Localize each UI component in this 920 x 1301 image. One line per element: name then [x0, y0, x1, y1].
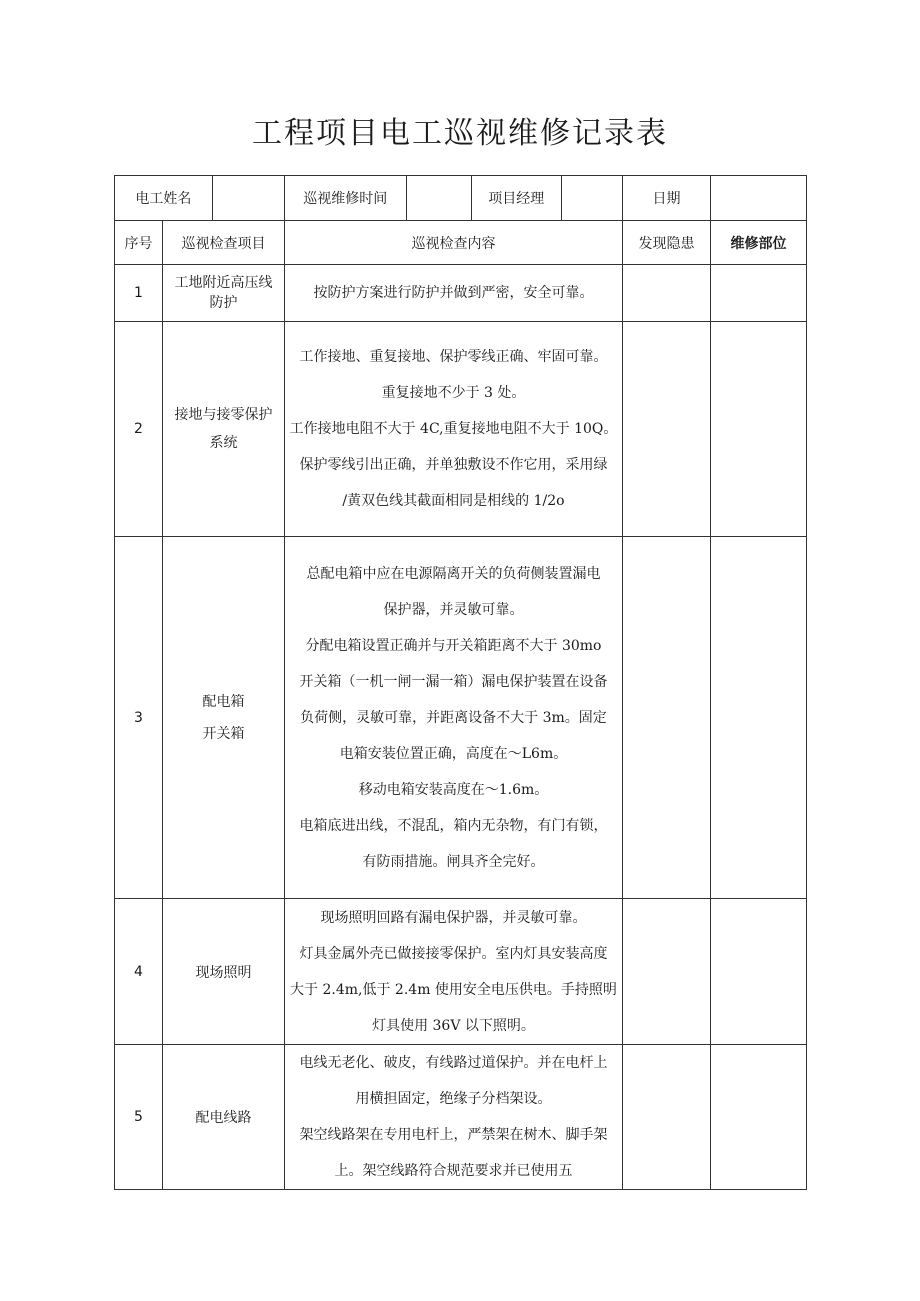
row-item — [163, 265, 285, 322]
col-content-header: 巡视检查内容 — [285, 221, 623, 265]
row-content-line: 上。架空线路符合规范要求并已使用五 — [334, 1163, 573, 1179]
page-title: 工程项目电工巡视维修记录表 — [252, 116, 668, 151]
table-row — [115, 899, 807, 1045]
row-repair-field[interactable] — [711, 322, 807, 537]
row-content-line: 移动电箱安装高度在～1.6m。 — [358, 781, 549, 798]
row-content-line: 按防护方案进行防护并做到严密，安全可靠。 — [313, 285, 594, 301]
table-row — [115, 322, 807, 537]
row-seq: 4 — [115, 899, 163, 1045]
row-content-line: 工作接地电阻不大于 4C,重复接地电阻不大于 10Q。 — [289, 421, 618, 437]
electrician-cell — [115, 176, 285, 221]
row-content — [285, 322, 623, 537]
row-content — [285, 265, 623, 322]
row-item-line: 开关箱 — [202, 725, 245, 742]
row-content-line: 灯具使用 36V 以下照明。 — [372, 1017, 535, 1034]
row-content-line: 电箱底进出线，不混乱，箱内无杂物，有门有锁， — [299, 817, 608, 834]
col-seq-header: 序号 — [115, 221, 163, 265]
row-seq: 1 — [115, 265, 163, 322]
date-label: 日期 — [623, 176, 711, 221]
row-item-line: 防护 — [209, 295, 238, 311]
table-row — [115, 1045, 807, 1190]
electrician-name-label: 电工姓名 — [135, 191, 192, 207]
row-content-line: 分配电箱设置正确并与开关箱距离不大于 30mo — [305, 637, 602, 654]
project-manager-field[interactable] — [561, 176, 622, 220]
row-content-line: 开关箱（一机一闸一漏一箱）漏电保护装置在设备 — [299, 673, 608, 690]
row-hazard-field[interactable] — [623, 537, 711, 899]
row-item-line: 系统 — [209, 435, 238, 451]
project-manager-label: 项目经理 — [471, 176, 561, 220]
time-cell — [285, 176, 623, 221]
row-content — [285, 537, 623, 899]
inspection-time-field[interactable] — [406, 176, 471, 220]
row-item-line: 现场照明 — [195, 964, 252, 981]
row-content-line: 负荷侧，灵敏可靠，并距离设备不大于 3m。固定 — [300, 709, 607, 726]
row-content-line: 用横担固定，绝缘子分档架设。 — [355, 1091, 552, 1107]
row-hazard-field[interactable] — [623, 1045, 711, 1190]
row-item-line: 配电箱 — [202, 693, 245, 710]
row-content-line: /黄双色线其截面相同是相线的 1/2o — [342, 493, 565, 509]
row-content — [285, 899, 623, 1045]
col-hazard-header: 发现隐患 — [623, 221, 711, 265]
row-repair-field[interactable] — [711, 265, 807, 322]
row-content-line: 现场照明回路有漏电保护器，并灵敏可靠。 — [320, 909, 587, 926]
electrician-name-field[interactable] — [212, 176, 284, 220]
row-content-line: 总配电箱中应在电源隔离开关的负荷侧装置漏电 — [306, 565, 601, 582]
row-item — [163, 537, 285, 899]
row-content-line: 灯具金属外壳已做接接零保护。室内灯具安装高度 — [299, 945, 608, 962]
row-repair-field[interactable] — [711, 1045, 807, 1190]
row-content-line: 电箱安装位置正确，高度在～L6m。 — [339, 745, 568, 762]
row-content-line: 电线无老化、破皮，有线路过道保护。并在电杆上 — [299, 1055, 608, 1071]
row-content-line: 工作接地、重复接地、保护零线正确、牢固可靠。 — [299, 349, 608, 365]
row-repair-field[interactable] — [711, 899, 807, 1045]
row-item-line: 配电线路 — [195, 1110, 252, 1126]
row-seq: 2 — [115, 322, 163, 537]
col-item-header: 巡视检查项目 — [163, 221, 285, 265]
row-hazard-field[interactable] — [623, 322, 711, 537]
row-seq: 3 — [115, 537, 163, 899]
col-repair-header: 维修部位 — [711, 221, 807, 265]
row-repair-field[interactable] — [711, 537, 807, 899]
row-content — [285, 1045, 623, 1190]
row-item — [163, 322, 285, 537]
row-content-line: 重复接地不少于 3 处。 — [381, 385, 526, 401]
row-content-line: 保护器，并灵敏可靠。 — [383, 601, 524, 618]
inspection-record-table — [114, 175, 807, 1190]
row-hazard-field[interactable] — [623, 265, 711, 322]
row-content-line: 大于 2.4m,低于 2.4m 使用安全电压供电。手持照明 — [290, 981, 617, 998]
column-header-row — [115, 221, 807, 265]
row-content-line: 保护零线引出正确，并单独敷设不作它用，采用绿 — [299, 457, 608, 473]
row-item — [163, 899, 285, 1045]
row-item-line: 工地附近高压线 — [174, 275, 273, 291]
row-item-line: 接地与接零保护 — [174, 407, 273, 423]
table-row — [115, 265, 807, 322]
row-seq: 5 — [115, 1045, 163, 1190]
info-row — [115, 176, 807, 221]
date-field[interactable] — [711, 176, 807, 221]
inspection-time-label: 巡视维修时间 — [303, 191, 388, 207]
row-item — [163, 1045, 285, 1190]
row-hazard-field[interactable] — [623, 899, 711, 1045]
table-row — [115, 537, 807, 899]
row-content-line: 有防雨措施。闸具齐全完好。 — [362, 853, 545, 870]
row-content-line: 架空线路架在专用电杆上，严禁架在树木、脚手架 — [299, 1127, 608, 1143]
